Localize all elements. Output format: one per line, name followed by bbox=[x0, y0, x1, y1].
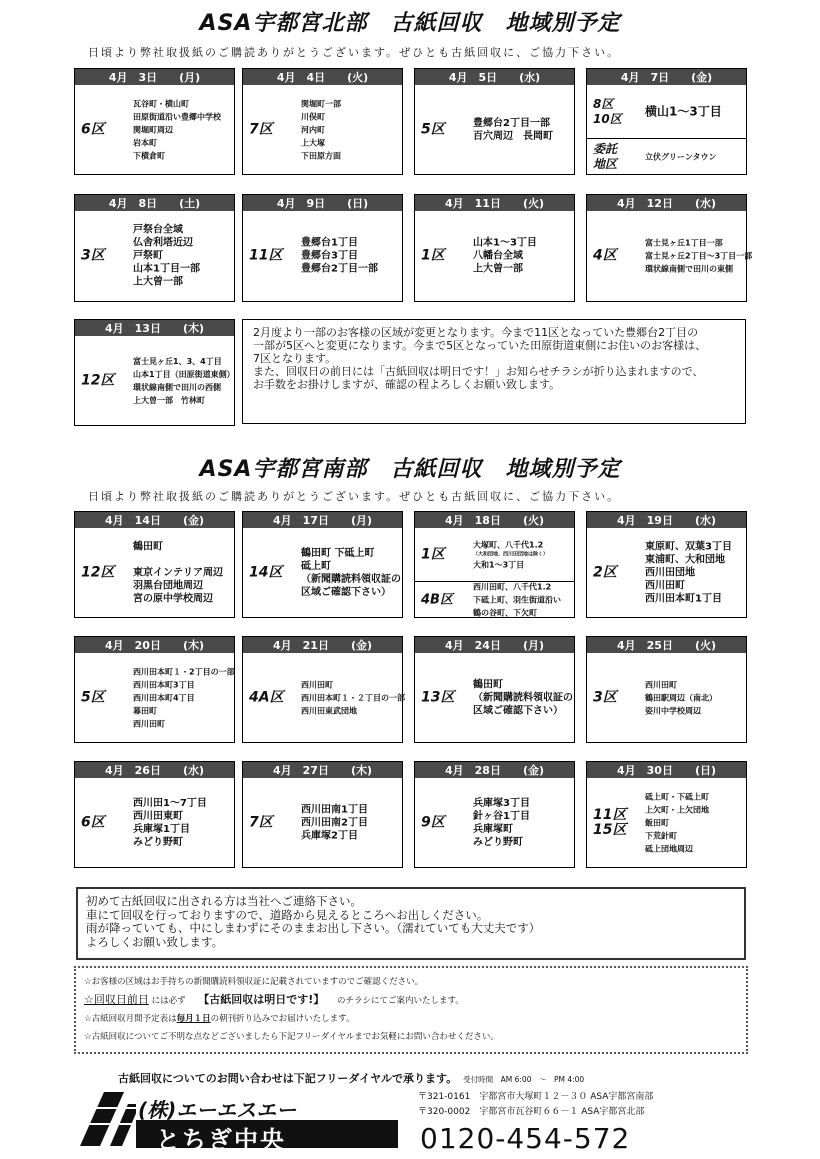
area-name: 針ヶ谷1丁目 bbox=[473, 810, 530, 822]
card-body bbox=[587, 653, 746, 742]
zone-label: 1区 bbox=[421, 247, 445, 264]
area-name: 兵庫塚町 bbox=[473, 823, 513, 835]
zone-label: 3区 bbox=[593, 689, 617, 705]
area-name bbox=[133, 553, 223, 566]
area-name: 飯田町 bbox=[645, 818, 669, 827]
area-list bbox=[133, 224, 200, 289]
card-day-of-week: (月) bbox=[522, 639, 545, 652]
area-list bbox=[645, 790, 709, 855]
card-body bbox=[75, 778, 234, 867]
notice-line: また、回収日の前日には「古紙回収は明日です！」お知らせチラシが折り込まれますので、 bbox=[253, 365, 704, 378]
card-day-of-week: (金) bbox=[522, 764, 545, 777]
area-name: 西川田町 bbox=[645, 580, 685, 591]
zone-label: 5区 bbox=[81, 689, 105, 705]
notice-line: 一部が5区へと変更になります。今まで5区となっていた田原街道東側にお住いのお客様は、 bbox=[253, 339, 707, 352]
schedule-card bbox=[414, 68, 575, 175]
north-title: ASA宇都宮北部 古紙回収 地域別予定 bbox=[199, 11, 621, 36]
info-flyer-title: 【古紙回収は明日です!】 bbox=[198, 993, 325, 1006]
area-name: 環状線南側で田川の東側 bbox=[645, 264, 733, 274]
card-day-of-week: (日) bbox=[694, 764, 717, 777]
south-title: ASA宇都宮南部 古紙回収 地域別予定 bbox=[199, 457, 621, 482]
area-name: 山本1～3丁目 bbox=[473, 237, 537, 249]
card-date: 4月 24日 bbox=[444, 639, 501, 652]
area-name: 大和1～3丁目 bbox=[473, 560, 525, 569]
card-date-header bbox=[243, 637, 402, 653]
area-name: 豊郷台3丁目 bbox=[301, 250, 358, 262]
card-day-of-week: (火) bbox=[522, 197, 545, 210]
card-date: 4月 19日 bbox=[616, 514, 673, 527]
card-date-header bbox=[415, 69, 574, 85]
card-day-of-week: (水) bbox=[694, 514, 717, 527]
schedule-card bbox=[414, 194, 575, 302]
schedule-card bbox=[242, 761, 403, 868]
card-body bbox=[415, 211, 574, 301]
area-list bbox=[645, 540, 732, 605]
area-name: 上大塚 bbox=[301, 138, 325, 147]
card-body bbox=[75, 336, 234, 425]
zone-label: 11区 15区 bbox=[593, 806, 627, 838]
card-day-of-week: (日) bbox=[347, 197, 369, 210]
reception-hours: 受付時間 AM 6:00 ～ PM 4:00 bbox=[463, 1075, 585, 1084]
address-south: 〒321-0161 宇都宮市大塚町１２－３０ ASA宇都宮南部 bbox=[418, 1092, 654, 1102]
north-greeting: 日頃より弊社取扱紙のご購読ありがとうございます。ぜひとも古紙回収に、ご協力下さい。 bbox=[88, 46, 621, 59]
area-name: 山本1丁目（田原街道東側） bbox=[133, 369, 235, 379]
area-name: 環状線南側で田川の西側 bbox=[133, 382, 221, 392]
area-list bbox=[645, 237, 752, 276]
area-name: 岩本町 bbox=[133, 138, 157, 147]
card-date: 4月 13日 bbox=[104, 322, 161, 335]
info-text: の朝刊折り込みでお届けいたします。 bbox=[210, 1014, 355, 1024]
card-day-of-week: (水) bbox=[519, 71, 541, 84]
area-name: 西川田本町1丁目 bbox=[645, 593, 722, 604]
card-day-of-week: (月) bbox=[350, 514, 373, 527]
area-list bbox=[301, 678, 405, 717]
card-date-header bbox=[415, 762, 574, 778]
card-date-header bbox=[587, 195, 746, 211]
area-list bbox=[301, 803, 368, 842]
area-list bbox=[645, 678, 717, 717]
area-name: 西川田本町１・２丁目の一部 bbox=[301, 693, 405, 702]
area-list bbox=[473, 237, 537, 276]
area-name: 西川田東町 bbox=[133, 810, 183, 822]
schedule-card bbox=[242, 636, 403, 743]
area-list bbox=[133, 97, 221, 162]
card-body bbox=[243, 211, 402, 301]
area-list bbox=[645, 105, 722, 118]
card-date: 4月 3日 bbox=[108, 71, 158, 84]
card-day-of-week: (火) bbox=[694, 639, 717, 652]
area-list bbox=[645, 151, 717, 164]
note-line: 車にて回収を行っておりますので、道路から見えるところへお出しください。 bbox=[86, 907, 489, 922]
notice-line: 2月度より一部のお客様の区域が変更となります。今まで11区となっていた豊郷台2丁目の bbox=[253, 326, 699, 339]
area-name: 関堀町一部 bbox=[301, 99, 341, 108]
area-name: 姿川中学校周辺 bbox=[645, 706, 701, 715]
area-name: 上大曽一部 bbox=[473, 263, 523, 275]
area-name: 下荒針町 bbox=[645, 831, 677, 840]
area-name: 富士見ヶ丘2丁目～3丁目一部 bbox=[645, 251, 753, 261]
schedule-card bbox=[586, 636, 747, 743]
area-name: 田原街道沿い豊郷中学校 bbox=[133, 112, 221, 121]
area-name: 西川田町 bbox=[301, 680, 333, 689]
schedule-card bbox=[74, 636, 235, 743]
zone-label: 7区 bbox=[249, 121, 273, 137]
zone-label: 12区 bbox=[81, 372, 115, 388]
logo-bottom-text: とちぎ中央 bbox=[156, 1126, 286, 1154]
card-date-header bbox=[243, 69, 402, 85]
card-date: 4月 28日 bbox=[444, 764, 501, 777]
card-date-header bbox=[243, 195, 402, 211]
note-line: 雨が降っていても、中にしまわずにそのままお出し下さい。（濡れていても大丈夫です） bbox=[86, 921, 541, 935]
info-box bbox=[74, 966, 748, 1054]
card-date: 4月 11日 bbox=[444, 197, 501, 210]
area-name: 川俣町 bbox=[301, 112, 325, 121]
south-greeting: 日頃より弊社取扱紙のご購読ありがとうございます。ぜひとも古紙回収に、ご協力下さい。 bbox=[88, 490, 621, 503]
area-name: 鶴田町 bbox=[133, 541, 163, 552]
info-day-before: ☆回収日前日 bbox=[84, 993, 149, 1006]
card-body bbox=[243, 778, 402, 867]
card-date: 4月 7日 bbox=[620, 71, 670, 84]
schedule-card bbox=[242, 68, 403, 175]
area-name: 立伏グリーンタウン bbox=[645, 152, 717, 162]
area-name: 鶴田駅周辺（南北） bbox=[645, 693, 717, 702]
area-name: 東浦町、大和団地 bbox=[645, 554, 725, 565]
zone-label: 6区 bbox=[81, 121, 105, 137]
schedule-card bbox=[74, 761, 235, 868]
card-lower bbox=[415, 581, 574, 619]
area-name: 東原町、双葉3丁目 bbox=[645, 541, 732, 552]
area-name: 上大曽一部 bbox=[133, 276, 183, 288]
logo-top-text: (株)エーエスエー bbox=[138, 1098, 297, 1122]
card-date: 4月 20日 bbox=[104, 639, 161, 652]
zone-label: 6区 bbox=[81, 814, 105, 830]
card-body bbox=[243, 653, 405, 742]
note-line: 初めて古紙回収に出される方は当社へご連絡下さい。 bbox=[86, 894, 362, 908]
card-date: 4月 9日 bbox=[276, 197, 326, 210]
card-body bbox=[415, 85, 574, 174]
card-date-header bbox=[587, 69, 746, 85]
area-name: 西川田町、八千代1.2 bbox=[473, 582, 552, 592]
area-name: 区域ご確認下さい） bbox=[301, 586, 391, 598]
area-name: 上大曽一部 竹林町 bbox=[133, 395, 205, 405]
area-list bbox=[473, 797, 530, 849]
card-date-header bbox=[75, 320, 234, 336]
area-name: 下横倉町 bbox=[133, 151, 165, 160]
area-name: 戸祭町 bbox=[133, 250, 163, 262]
area-name: 西川田本町3丁目 bbox=[133, 680, 195, 689]
area-name: 豊郷台1丁目 bbox=[301, 237, 358, 249]
area-name: 西川田南1丁目 bbox=[301, 804, 368, 815]
addresses bbox=[418, 1090, 653, 1120]
contact-text: 古紙回収についてのお問い合わせは下記フリーダイヤルで承ります。 bbox=[118, 1072, 458, 1085]
card-body bbox=[415, 778, 574, 867]
zone-label: 1区 bbox=[421, 546, 445, 562]
card-date: 4月 4日 bbox=[276, 71, 326, 84]
first-time-notice bbox=[76, 887, 746, 960]
area-name: 富士見ヶ丘1、3、4丁目 bbox=[133, 356, 222, 366]
area-list bbox=[473, 538, 548, 571]
area-name: （新聞購読料領収証の bbox=[301, 573, 401, 585]
schedule-card bbox=[74, 319, 235, 426]
area-list bbox=[133, 355, 235, 407]
area-name: 羽黒台団地周辺 bbox=[133, 580, 203, 591]
card-date-header bbox=[75, 195, 234, 211]
card-day-of-week: (火) bbox=[347, 71, 369, 84]
area-name: 鶴田町 bbox=[473, 679, 503, 690]
area-name: 西川田町 bbox=[645, 680, 677, 689]
info-text: のチラシにてご案内いたします。 bbox=[337, 996, 464, 1006]
area-name: 区域ご確認下さい） bbox=[473, 705, 563, 716]
card-body bbox=[415, 528, 574, 617]
card-date-header bbox=[75, 512, 234, 528]
area-list bbox=[301, 97, 341, 162]
card-date: 4月 8日 bbox=[108, 197, 158, 210]
area-name: 砥上町・下砥上町 bbox=[645, 792, 709, 801]
area-name: 大塚町、八千代1.2 bbox=[473, 540, 544, 549]
card-date-header bbox=[415, 637, 574, 653]
zone-label: 4A区 bbox=[249, 689, 284, 705]
area-name: 下砥上町、羽生街道沿い bbox=[473, 595, 561, 605]
area-name: 兵庫塚2丁目 bbox=[301, 830, 358, 841]
card-date: 4月 14日 bbox=[104, 514, 161, 527]
zone-label: 7区 bbox=[249, 814, 273, 830]
card-upper bbox=[415, 528, 574, 581]
schedule-card bbox=[74, 511, 235, 618]
card-body bbox=[75, 528, 234, 617]
card-body bbox=[587, 85, 746, 174]
area-name: 兵庫塚3丁目 bbox=[473, 797, 530, 809]
area-list bbox=[133, 665, 235, 730]
zone-label: 14区 bbox=[249, 564, 283, 580]
card-body bbox=[75, 85, 234, 174]
card-date-header bbox=[75, 762, 234, 778]
area-name: 瓦谷町・横山町 bbox=[133, 99, 189, 108]
card-day-of-week: (火) bbox=[522, 514, 545, 527]
schedule-card bbox=[74, 68, 235, 175]
card-body bbox=[587, 211, 753, 301]
company-logo bbox=[76, 1088, 406, 1154]
card-body bbox=[415, 653, 574, 742]
area-name: 豊郷台2丁目一部 bbox=[473, 117, 550, 129]
schedule-card bbox=[242, 511, 403, 618]
zone-label: 委託 地区 bbox=[593, 142, 618, 171]
info-line-2 bbox=[84, 991, 738, 1010]
free-dial-number: 0120-454-572 bbox=[420, 1122, 631, 1155]
card-day-of-week: (金) bbox=[182, 514, 205, 527]
card-body bbox=[587, 778, 746, 867]
area-name: 八幡台全域 bbox=[473, 250, 523, 262]
note-line: よろしくお願い致します。 bbox=[86, 934, 224, 949]
area-name: 西川田東武団地 bbox=[301, 706, 357, 715]
card-date: 4月 17日 bbox=[272, 514, 329, 527]
card-date: 4月 12日 bbox=[616, 197, 673, 210]
area-name: （新聞購読料領収証の bbox=[473, 692, 573, 703]
area-name: 富士見ヶ丘1丁目一部 bbox=[645, 238, 723, 248]
info-text: ☆古紙回収月間予定表は bbox=[84, 1014, 177, 1024]
notice-line: お手数をお掛けしますが、確認の程よろしくお願い致します。 bbox=[253, 378, 561, 391]
card-upper bbox=[587, 85, 746, 138]
card-date: 4月 25日 bbox=[616, 639, 673, 652]
zone-label: 13区 bbox=[421, 689, 455, 705]
zone-label: 8区 10区 bbox=[593, 96, 622, 126]
contact-heading bbox=[118, 1070, 584, 1086]
area-name: 幕田町 bbox=[133, 706, 157, 715]
schedule-card bbox=[414, 636, 575, 743]
area-list bbox=[133, 797, 207, 849]
area-name: （大和団地、西川田団地は除く） bbox=[473, 551, 549, 557]
north-notice bbox=[242, 319, 746, 424]
card-body bbox=[243, 85, 402, 174]
zone-label: 2区 bbox=[593, 564, 617, 580]
info-line-1: ☆お客様の区域はお手持ちの新聞購読料領収証に記載されていますのでご確認ください。 bbox=[84, 977, 424, 987]
area-name: 下田原方面 bbox=[301, 151, 341, 160]
card-day-of-week: (木) bbox=[182, 322, 205, 335]
area-name: 砥上団地周辺 bbox=[645, 844, 693, 853]
notice-line: 7区となります。 bbox=[253, 352, 337, 365]
card-body bbox=[75, 653, 234, 742]
card-day-of-week: (木) bbox=[350, 764, 373, 777]
area-name: みどり野町 bbox=[473, 836, 523, 848]
card-day-of-week: (木) bbox=[182, 639, 205, 652]
card-body bbox=[243, 528, 402, 617]
card-date-header bbox=[587, 762, 746, 778]
schedule-card bbox=[414, 511, 575, 618]
info-monthly: 毎月１日 bbox=[176, 1014, 211, 1024]
card-day-of-week: (水) bbox=[182, 764, 205, 777]
zone-label: 3区 bbox=[81, 247, 105, 264]
area-list bbox=[473, 117, 553, 143]
info-line-4: ☆古紙回収についてご不明な点などございましたら下記フリーダイヤルまでお気軽にお問い合わせください。 bbox=[84, 1032, 499, 1042]
card-date: 4月 27日 bbox=[272, 764, 329, 777]
area-list bbox=[473, 581, 561, 620]
area-name: 砥上町 bbox=[301, 560, 331, 572]
area-name: 西川田本町4丁目 bbox=[133, 693, 195, 702]
card-date-header bbox=[243, 762, 402, 778]
area-list bbox=[133, 540, 223, 605]
area-name: 西川田1～7丁目 bbox=[133, 797, 207, 809]
area-name: 鶴田町 下砥上町 bbox=[301, 547, 375, 559]
area-list bbox=[301, 237, 378, 276]
card-lower bbox=[587, 138, 746, 176]
area-name: 兵庫塚1丁目 bbox=[133, 823, 190, 835]
area-list bbox=[301, 547, 401, 599]
card-date: 4月 26日 bbox=[104, 764, 161, 777]
area-name: 百穴周辺 長岡町 bbox=[473, 130, 553, 142]
schedule-card bbox=[414, 761, 575, 868]
card-date: 4月 18日 bbox=[444, 514, 501, 527]
card-date-header bbox=[587, 512, 746, 528]
area-name: 横山1～3丁目 bbox=[645, 104, 722, 118]
zone-label: 5区 bbox=[421, 121, 445, 137]
card-date: 4月 5日 bbox=[448, 71, 498, 84]
card-date-header bbox=[587, 637, 746, 653]
schedule-card bbox=[242, 194, 403, 302]
info-line-3 bbox=[84, 1010, 738, 1028]
schedule-card bbox=[586, 68, 747, 175]
area-name: 西川田団地 bbox=[645, 567, 695, 578]
area-name: みどり野町 bbox=[133, 836, 183, 848]
card-body bbox=[75, 211, 234, 301]
area-name: 宮の原中学校周辺 bbox=[133, 593, 213, 604]
card-date-header bbox=[243, 512, 402, 528]
area-name: 西川田町 bbox=[133, 719, 165, 728]
zone-label: 4B区 bbox=[421, 592, 453, 608]
address-north: 〒320-0002 宇都宮市瓦谷町６６－１ ASA宇都宮北部 bbox=[418, 1107, 645, 1117]
card-day-of-week: (月) bbox=[179, 71, 201, 84]
card-day-of-week: (金) bbox=[350, 639, 373, 652]
zone-label: 12区 bbox=[81, 564, 115, 580]
area-name: 東京インテリア周辺 bbox=[133, 567, 223, 578]
card-day-of-week: (水) bbox=[694, 197, 717, 210]
area-name: 山本1丁目一部 bbox=[133, 263, 200, 275]
area-name: 仏舎利塔近辺 bbox=[133, 237, 193, 249]
card-date-header bbox=[415, 512, 574, 528]
card-body bbox=[587, 528, 746, 617]
schedule-card bbox=[586, 761, 747, 868]
card-date-header bbox=[75, 69, 234, 85]
area-list bbox=[473, 678, 573, 717]
info-text: には必ず bbox=[151, 996, 186, 1006]
area-name: 上欠町・上欠団地 bbox=[645, 805, 709, 814]
area-name: 河内町 bbox=[301, 125, 325, 134]
card-day-of-week: (金) bbox=[691, 71, 713, 84]
card-date-header bbox=[75, 637, 234, 653]
area-name: 西川田南2丁目 bbox=[301, 817, 368, 828]
schedule-card bbox=[586, 194, 753, 302]
schedule-card bbox=[74, 194, 235, 302]
card-date: 4月 30日 bbox=[616, 764, 673, 777]
zone-label: 9区 bbox=[421, 814, 445, 830]
area-name: 鶴の谷町、下欠町 bbox=[473, 608, 537, 618]
zone-label: 11区 bbox=[249, 247, 283, 264]
card-date: 4月 21日 bbox=[272, 639, 329, 652]
area-name: 関堀町周辺 bbox=[133, 125, 173, 134]
area-name: 西川田本町１・2丁目の一部 bbox=[133, 667, 235, 676]
card-date-header bbox=[415, 195, 574, 211]
area-name: 戸祭台全域 bbox=[133, 224, 183, 236]
schedule-card bbox=[586, 511, 747, 618]
card-day-of-week: (土) bbox=[179, 197, 201, 210]
area-name: 豊郷台2丁目一部 bbox=[301, 263, 378, 275]
zone-label: 4区 bbox=[593, 247, 617, 264]
